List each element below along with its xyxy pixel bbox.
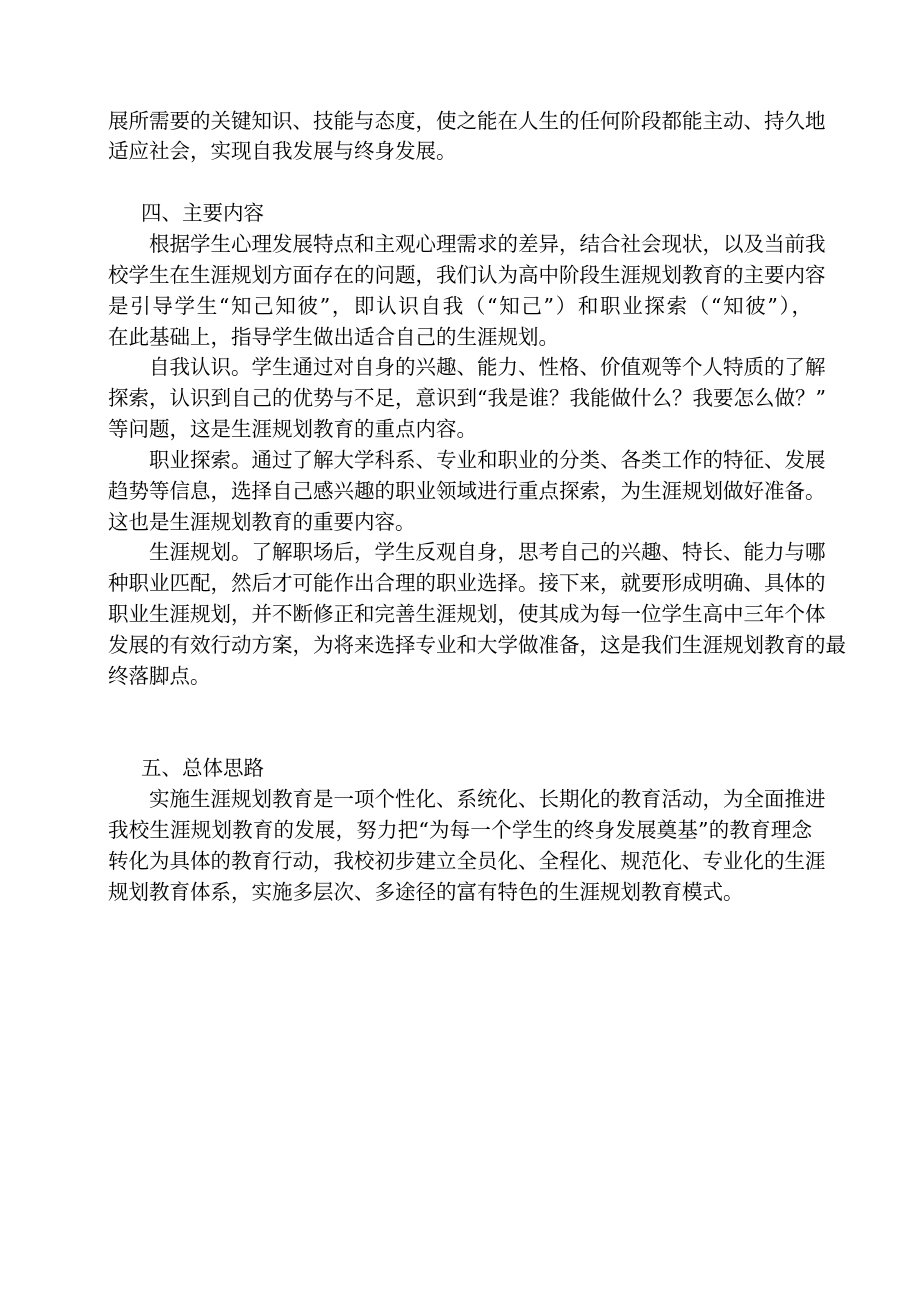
intro-line-2: 适应社会，实现自我发展与终身发展。	[108, 139, 457, 163]
s4-p4-line-4: 发展的有效行动方案，为将来选择专业和大学做准备，这是我们生涯规划教育的最	[108, 633, 846, 657]
s5-p1-line-4: 规划教育体系，实施多层次、多途径的富有特色的生涯规划教育模式。	[108, 880, 744, 904]
s4-p2-line-1: 自我认识。学生通过对自身的兴趣、能力、性格、价值观等个人特质的了解	[149, 355, 826, 379]
s4-p1-line-4: 在此基础上，指导学生做出适合自己的生涯规划。	[108, 325, 559, 349]
s4-p1-line-1: 根据学生心理发展特点和主观心理需求的差异，结合社会现状，以及当前我	[149, 232, 826, 256]
s4-p4-line-5: 终落脚点。	[108, 664, 211, 688]
s4-p4-line-3: 职业生涯规划，并不断修正和完善生涯规划，使其成为每一位学生高中三年个体	[108, 602, 826, 626]
s4-p4-line-2: 种职业匹配，然后才可能作出合理的职业选择。接下来，就要形成明确、具体的	[108, 571, 826, 595]
section-4-heading: 四、主要内容	[141, 201, 264, 225]
s4-p3-line-3: 这也是生涯规划教育的重要内容。	[108, 510, 416, 534]
s4-p1-line-2: 校学生在生涯规划方面存在的问题，我们认为高中阶段生涯规划教育的主要内容	[108, 263, 826, 287]
s5-p1-line-2: 我校生涯规划教育的发展，努力把“为每一个学生的终身发展奠基”的教育理念	[108, 818, 812, 842]
s4-p1-line-3: 是引导学生“知己知彼”，即认识自我（“知己”）和职业探索（“知彼”），	[108, 294, 812, 318]
s4-p3-line-2: 趋势等信息，选择自己感兴趣的职业领域进行重点探索，为生涯规划做好准备。	[108, 479, 826, 503]
section-5-heading: 五、总体思路	[141, 756, 264, 780]
intro-line-1: 展所需要的关键知识、技能与态度，使之能在人生的任何阶段都能主动、持久地	[108, 109, 826, 133]
s5-p1-line-1: 实施生涯规划教育是一项个性化、系统化、长期化的教育活动，为全面推进	[149, 787, 826, 811]
s4-p2-line-3: 等问题，这是生涯规划教育的重点内容。	[108, 417, 477, 441]
s5-p1-line-3: 转化为具体的教育行动，我校初步建立全员化、全程化、规范化、专业化的生涯	[108, 849, 826, 873]
s4-p3-line-1: 职业探索。通过了解大学科系、专业和职业的分类、各类工作的特征、发展	[149, 448, 826, 472]
s4-p4-line-1: 生涯规划。了解职场后，学生反观自身，思考自己的兴趣、特长、能力与哪	[149, 540, 826, 564]
s4-p2-line-2: 探索，认识到自己的优势与不足，意识到“我是谁？我能做什么？我要怎么做？”	[108, 386, 826, 410]
